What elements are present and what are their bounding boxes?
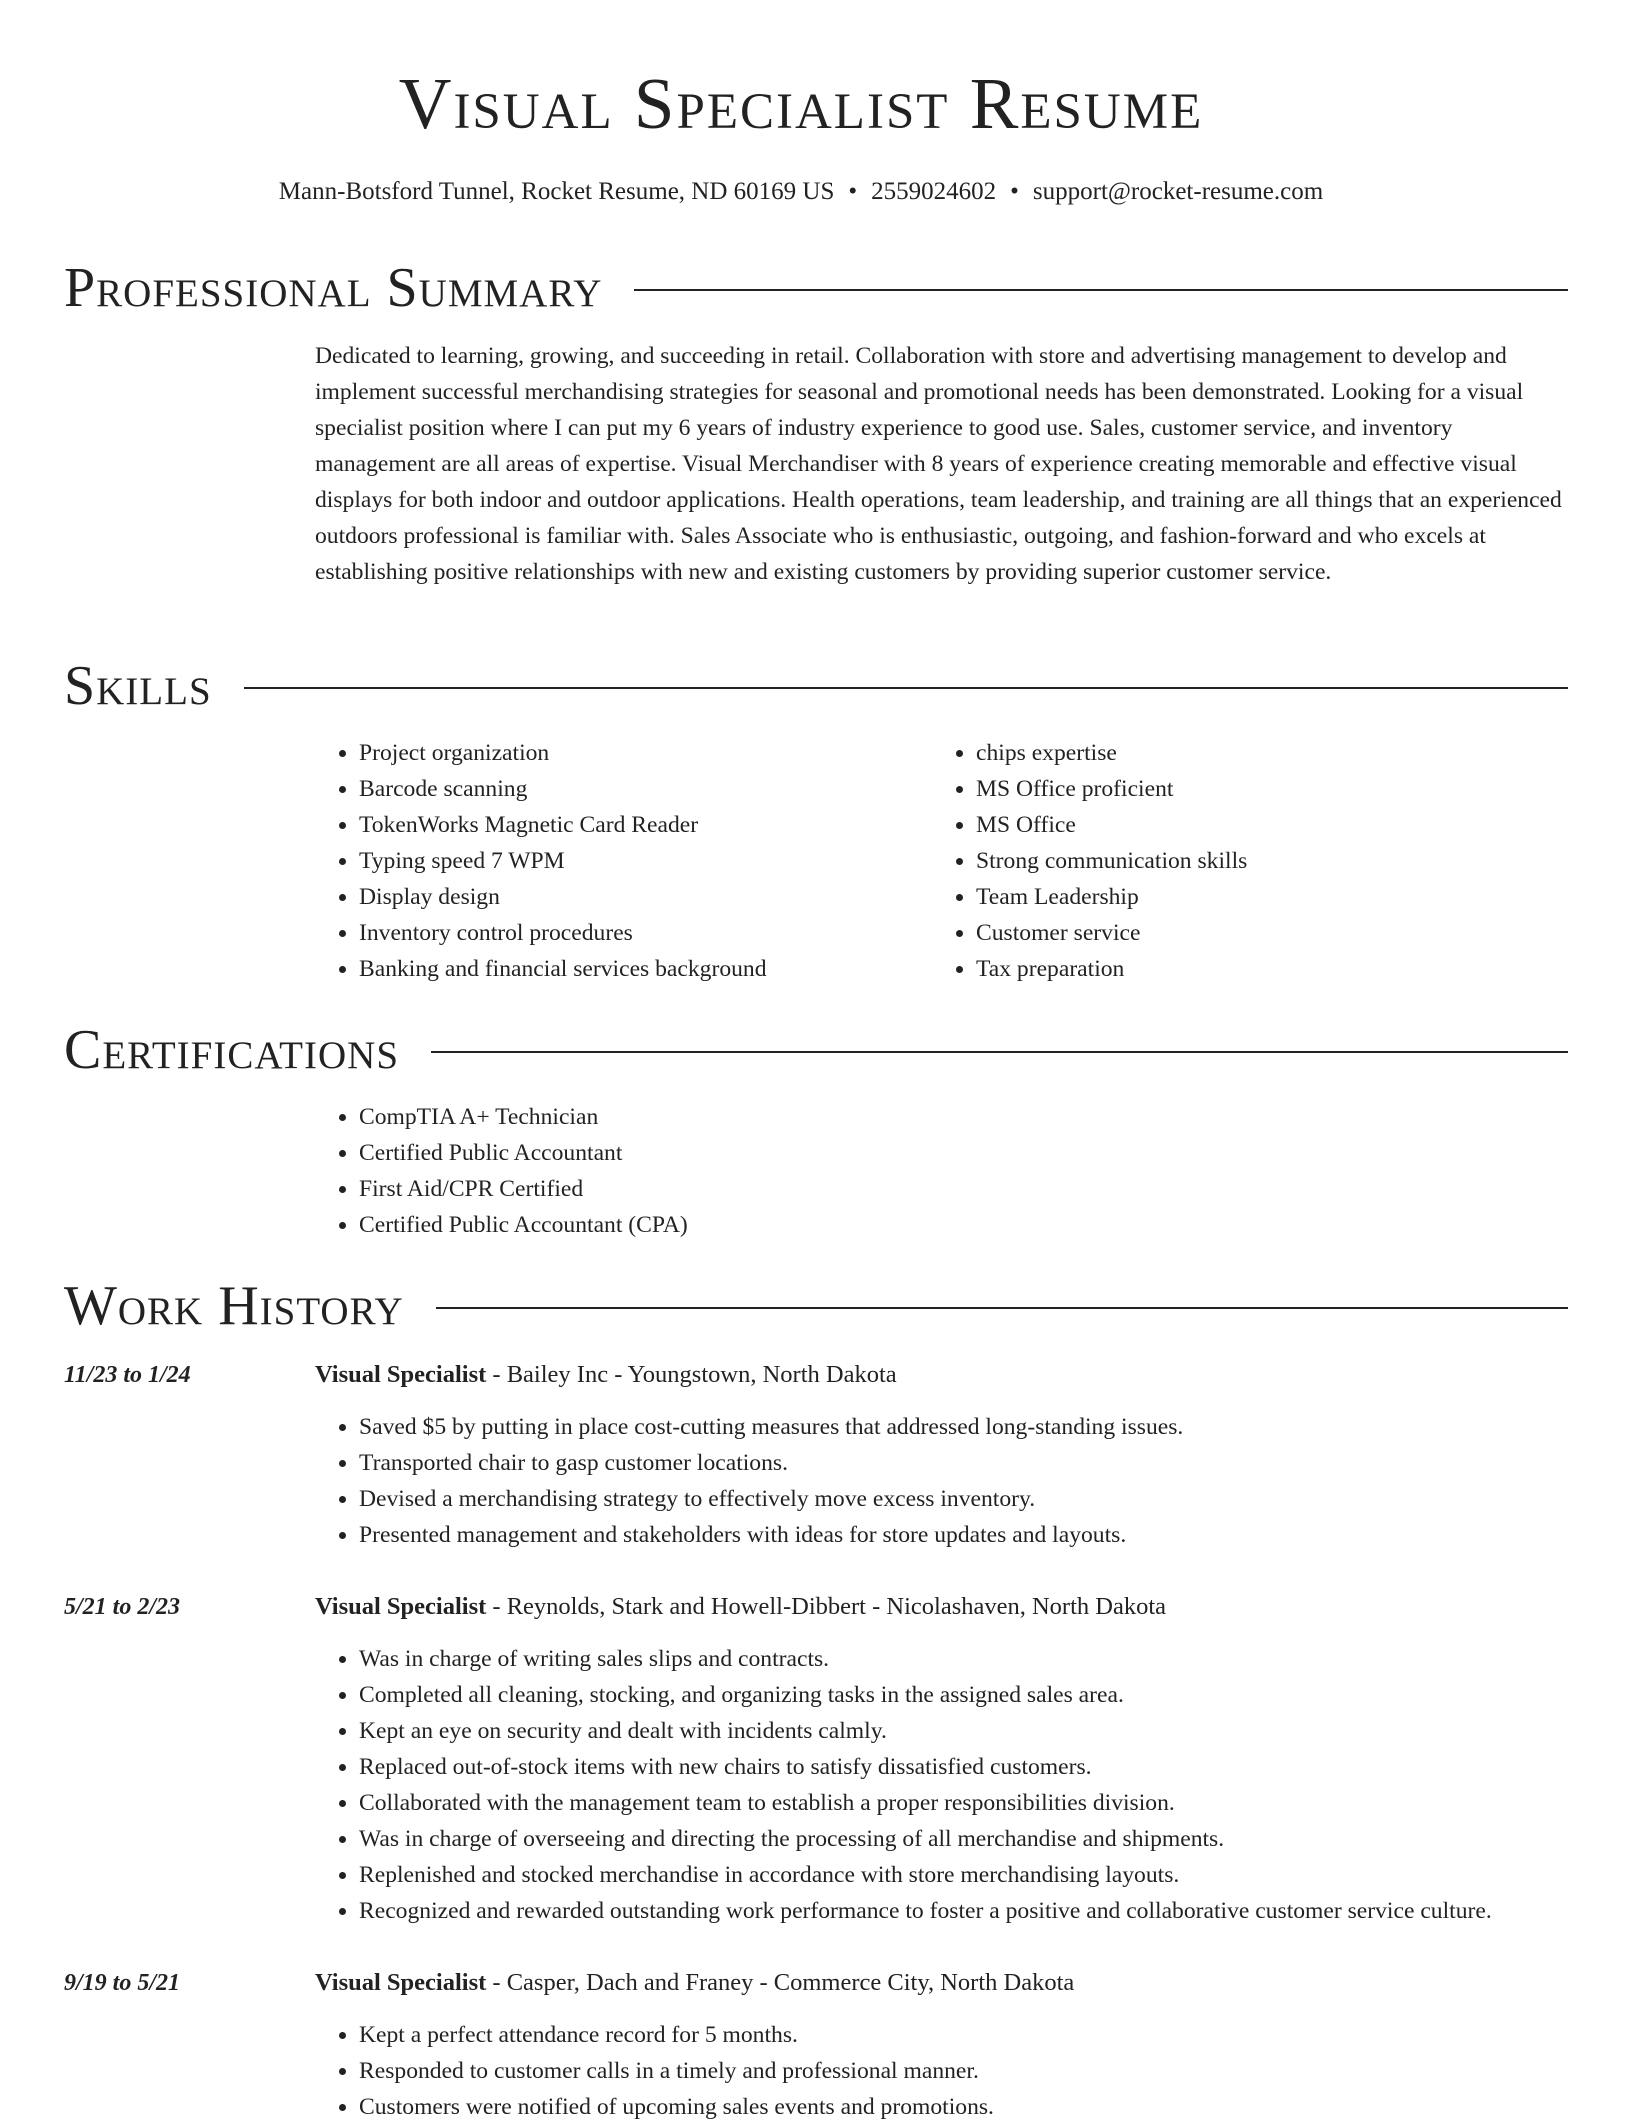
job-title-line [315,1965,1074,2001]
job-duty-item: • Replaced out-of-stock items with new chairs to satisfy dissatisfied customers. [359,1749,1568,1785]
skill-item: • Barcode scanning [359,771,767,807]
skill-item: • Project organization [359,735,767,771]
contact-email: support@rocket-resume.com [1032,178,1324,205]
job-duties-list [315,1409,1568,1553]
job-employer-location: - Bailey Inc - Youngstown, North Dakota [486,1361,897,1388]
contact-phone: 2559024602 [871,178,997,205]
job-employer-location: - Reynolds, Stark and Howell-Dibbert - Nicolashaven, North Dakota [486,1593,1167,1620]
skill-item: • Banking and financial services background [359,951,767,987]
job-dates: 11/23 to 1/24 [64,1362,191,1388]
job-dates: 9/19 to 5/21 [64,1970,181,1996]
job-duties-list [315,2017,1568,2125]
skills-list-right [932,735,1247,987]
skill-item: • Display design [359,879,767,915]
resume-title: Visual Specialist Resume [398,63,1204,144]
section-header-work-history [64,1272,1568,1340]
skill-item: • Tax preparation [976,951,1247,987]
summary-text: Dedicated to learning, growing, and succeeding in retail. Collaboration with store and advertising management to develop and implement successful merchandising strategies for seasonal and promotional needs has been demonstrated. Looking for a visual specialist position where I can put my 6 years of industry experience to good use. Sales, customer service, and inventory management are all areas of expertise. Visual Merchandiser with 8 years of experience creating memorable and effective visual displays for both indoor and outdoor applications. Health operations, team leadership, and training are all things that an experienced outdoors professional is familiar with. Sales Associate who is enthusiastic, outgoing, and fashion-forward and who excels at establishing positive relationships with new and existing customers by providing superior customer service. [315,343,1562,585]
job-role: Visual Specialist [315,1361,487,1388]
skill-item: • Customer service [976,915,1247,951]
job-duties [315,1409,1568,1553]
skill-item: • chips expertise [976,735,1247,771]
job-duty-item: • Collaborated with the management team to establish a proper responsibilities division. [359,1785,1568,1821]
certifications-list [315,1099,688,1243]
contact-separator: • [1010,178,1019,205]
job-dates: 5/21 to 2/23 [64,1594,181,1620]
job-employer-location: - Casper, Dach and Franey - Commerce City, North Dakota [486,1969,1075,1996]
section-header-skills [64,652,1568,720]
section-title-certifications: Certifications [64,1019,400,1081]
section-divider [244,687,1568,689]
section-title-work-history: Work History [64,1275,404,1337]
job-duties-list [315,1641,1568,1929]
skills-column-left [315,735,767,987]
contact-separator: • [848,178,858,205]
skill-item: • Inventory control procedures [359,915,767,951]
certifications-block [315,1099,688,1243]
job-role: Visual Specialist [315,1593,487,1620]
skills-list-left [315,735,767,987]
skill-item: • Typing speed 7 WPM [359,843,767,879]
job-title-line [315,1357,897,1393]
job-duty-item: • Completed all cleaning, stocking, and organizing tasks in the assigned sales area. [359,1677,1568,1713]
job-duty-item: • Customers were notified of upcoming sales events and promotions. [359,2089,1568,2125]
job-duty-item: • Presented management and stakeholders with ideas for store updates and layouts. [359,1517,1568,1553]
skill-item: • TokenWorks Magnetic Card Reader [359,807,767,843]
job-duty-item: • Kept an eye on security and dealt with incidents calmly. [359,1713,1568,1749]
skills-column-right [932,735,1247,987]
job-duty-item: • Recognized and rewarded outstanding work performance to foster a positive and collaborative customer service culture. [359,1893,1568,1929]
section-header-certifications [64,1016,1568,1084]
section-title-skills: Skills [64,655,212,717]
job-duty-item: • Responded to customer calls in a timely and professional manner. [359,2053,1568,2089]
certification-item: • Certified Public Accountant (CPA) [359,1207,688,1243]
certification-item: • Certified Public Accountant [359,1135,688,1171]
contact-address: Mann-Botsford Tunnel, Rocket Resume, ND 60169 US [278,178,835,205]
job-duty-item: • Kept a perfect attendance record for 5 months. [359,2017,1568,2053]
skill-item: • Strong communication skills [976,843,1247,879]
job-title-line [315,1589,1166,1625]
job-duty-item: • Saved $5 by putting in place cost-cutting measures that addressed long-standing issues. [359,1409,1568,1445]
section-divider [436,1307,1568,1309]
job-duty-item: • Replenished and stocked merchandise in accordance with store merchandising layouts. [359,1857,1568,1893]
section-divider [634,289,1568,291]
skill-item: • Team Leadership [976,879,1247,915]
job-role: Visual Specialist [315,1969,487,1996]
job-duty-item: • Transported chair to gasp customer locations. [359,1445,1568,1481]
job-duty-item: • Was in charge of overseeing and directing the processing of all merchandise and shipments. [359,1821,1568,1857]
section-header-summary [64,254,1568,322]
job-duties [315,1641,1568,1929]
section-title-summary: Professional Summary [64,257,603,319]
certification-item: • First Aid/CPR Certified [359,1171,688,1207]
skill-item: • MS Office proficient [976,771,1247,807]
job-duty-item: • Was in charge of writing sales slips and contracts. [359,1641,1568,1677]
job-duty-item: • Devised a merchandising strategy to effectively move excess inventory. [359,1481,1568,1517]
skill-item: • MS Office [976,807,1247,843]
contact-line [0,174,1602,210]
section-divider [431,1051,1568,1053]
certification-item: • CompTIA A+ Technician [359,1099,688,1135]
job-duties [315,2017,1568,2125]
